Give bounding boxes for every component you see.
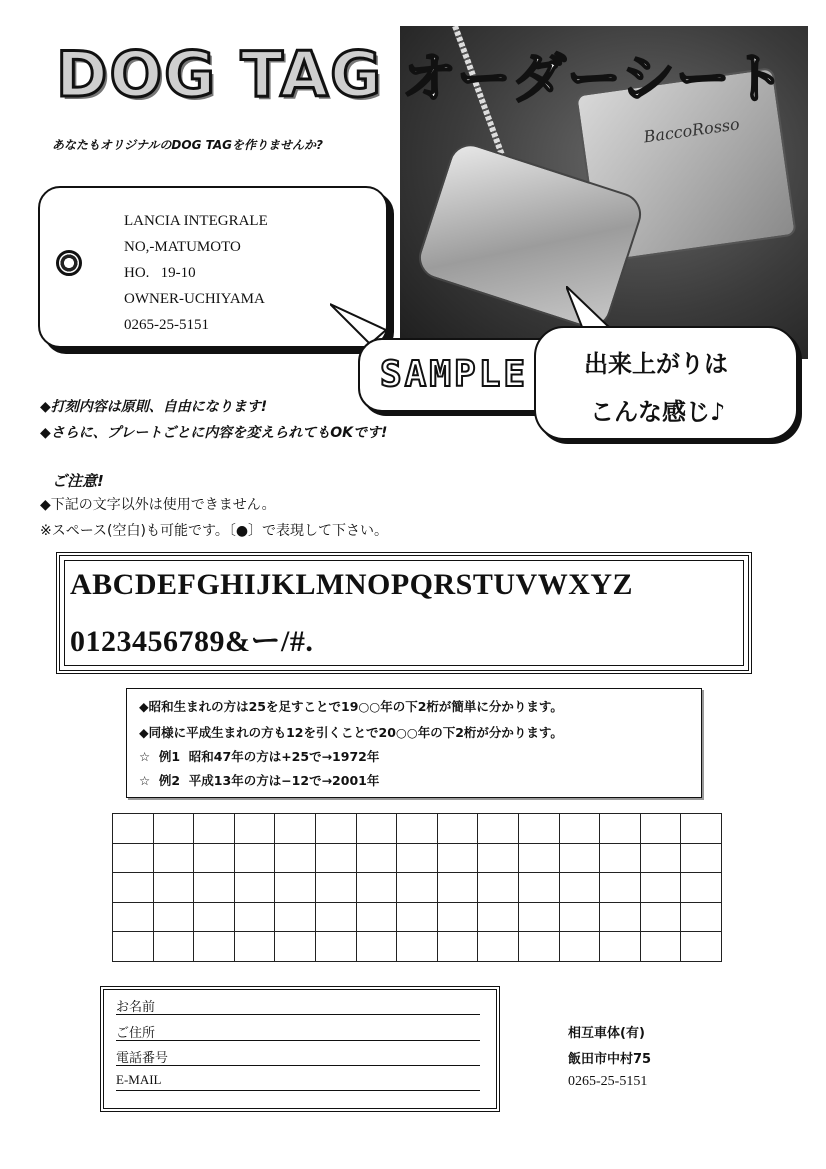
grid-cell[interactable]: [194, 932, 235, 962]
note-per-plate: ◆さらに、プレートごとに内容を変えられてもOKです!: [40, 425, 388, 441]
grid-cell[interactable]: [640, 873, 681, 903]
grid-cell[interactable]: [437, 902, 478, 932]
grid-cell[interactable]: [478, 843, 519, 873]
grid-row: [113, 843, 722, 873]
allowed-digits-symbols: 0123456789&ー/#.: [70, 625, 314, 658]
result-bubble: [534, 326, 798, 440]
grid-cell[interactable]: [437, 932, 478, 962]
company-tel: 0265-25-5151: [568, 1074, 648, 1089]
grid-cell[interactable]: [356, 814, 397, 844]
grid-cell[interactable]: [194, 902, 235, 932]
grid-cell[interactable]: [234, 873, 275, 903]
title-dog-tag: DOG TAG: [56, 38, 383, 111]
grid-cell[interactable]: [275, 843, 316, 873]
sample-tag-text: [124, 208, 268, 338]
info-line-1: ◆昭和生まれの方は25を足すことで19○○年の下2桁が簡単に分かります。: [139, 699, 563, 714]
grid-cell[interactable]: [356, 932, 397, 962]
grid-cell[interactable]: [600, 843, 641, 873]
grid-cell[interactable]: [518, 843, 559, 873]
grid-cell[interactable]: [397, 814, 438, 844]
grid-cell[interactable]: [234, 814, 275, 844]
grid-cell[interactable]: [315, 843, 356, 873]
grid-cell[interactable]: [194, 843, 235, 873]
grid-cell[interactable]: [681, 843, 722, 873]
note-free-content: ◆打刻内容は原則、自由になります!: [40, 399, 268, 415]
grid-cell[interactable]: [153, 814, 194, 844]
customer-form: [100, 986, 500, 1112]
grid-cell[interactable]: [640, 814, 681, 844]
grid-cell[interactable]: [153, 932, 194, 962]
grid-cell[interactable]: [234, 843, 275, 873]
result-line-2: こんな感じ♪: [590, 398, 726, 426]
grid-cell[interactable]: [194, 873, 235, 903]
grid-cell[interactable]: [234, 932, 275, 962]
tag-line: NO,-MATUMOTO: [124, 239, 241, 255]
caution-line-2: ※スペース(空白)も可能です。〔●〕で表現して下さい。: [40, 523, 389, 539]
info-line-2: ◆同様に平成生まれの方も12を引くことで20○○年の下2桁が分かります。: [139, 725, 563, 740]
grid-cell[interactable]: [559, 814, 600, 844]
tag-line: HO. 19-10: [124, 265, 196, 281]
grid-cell[interactable]: [518, 873, 559, 903]
caution-title: ご注意!: [52, 472, 104, 490]
grid-cell[interactable]: [153, 902, 194, 932]
grid-cell[interactable]: [681, 873, 722, 903]
tag-hole-icon: [56, 250, 82, 276]
info-line-3: ☆ 例1 昭和47年の方は+25で→1972年: [139, 749, 380, 764]
grid-cell[interactable]: [275, 814, 316, 844]
grid-cell[interactable]: [559, 843, 600, 873]
grid-cell[interactable]: [478, 873, 519, 903]
grid-cell[interactable]: [315, 932, 356, 962]
email-field[interactable]: [116, 1072, 480, 1091]
grid-cell[interactable]: [518, 932, 559, 962]
phone-field[interactable]: [116, 1047, 480, 1066]
grid-cell[interactable]: [600, 814, 641, 844]
grid-cell[interactable]: [315, 873, 356, 903]
grid-cell[interactable]: [315, 902, 356, 932]
grid-row: [113, 902, 722, 932]
grid-cell[interactable]: [194, 814, 235, 844]
grid-cell[interactable]: [478, 932, 519, 962]
tag-line: OWNER-UCHIYAMA: [124, 291, 265, 307]
info-line-4: ☆ 例2 平成13年の方は−12で→2001年: [139, 773, 380, 788]
grid-cell[interactable]: [113, 843, 154, 873]
grid-row: [113, 814, 722, 844]
company-address: 飯田市中村75: [568, 1052, 652, 1067]
grid-cell[interactable]: [681, 932, 722, 962]
grid-cell[interactable]: [437, 843, 478, 873]
character-entry-grid: [112, 813, 722, 962]
grid-cell[interactable]: [275, 873, 316, 903]
name-label: お名前: [116, 999, 156, 1014]
tag-line: LANCIA INTEGRALE: [124, 213, 268, 229]
allowed-letters: ABCDEFGHIJKLMNOPQRSTUVWXYZ: [70, 568, 634, 601]
subtitle: あなたもオリジナルのDOG TAGを作りませんか?: [52, 138, 323, 152]
grid-cell[interactable]: [559, 902, 600, 932]
grid-cell[interactable]: [356, 902, 397, 932]
allowed-characters-box: [56, 552, 752, 674]
grid-cell[interactable]: [113, 932, 154, 962]
grid-cell[interactable]: [153, 873, 194, 903]
grid-cell[interactable]: [478, 814, 519, 844]
grid-cell[interactable]: [397, 873, 438, 903]
grid-cell[interactable]: [437, 873, 478, 903]
grid-cell[interactable]: [153, 843, 194, 873]
grid-cell[interactable]: [113, 902, 154, 932]
address-field[interactable]: [116, 1022, 480, 1041]
grid-cell[interactable]: [356, 843, 397, 873]
grid-cell[interactable]: [397, 932, 438, 962]
name-field[interactable]: [116, 996, 480, 1015]
grid-cell[interactable]: [518, 902, 559, 932]
grid-cell[interactable]: [437, 814, 478, 844]
year-info-box: [126, 688, 702, 798]
lighter-engraving: BaccoRosso: [642, 114, 741, 147]
grid-row: [113, 873, 722, 903]
grid-row: [113, 932, 722, 962]
phone-label: 電話番号: [116, 1050, 169, 1065]
email-label: E-MAIL: [116, 1072, 162, 1087]
tag-line: 0265-25-5151: [124, 317, 209, 333]
grid-cell[interactable]: [113, 873, 154, 903]
grid-cell[interactable]: [397, 902, 438, 932]
address-label: ご住所: [116, 1025, 156, 1040]
grid-cell[interactable]: [600, 873, 641, 903]
grid-cell[interactable]: [113, 814, 154, 844]
grid-cell[interactable]: [640, 902, 681, 932]
grid-cell[interactable]: [478, 902, 519, 932]
grid-cell[interactable]: [518, 814, 559, 844]
grid-cell[interactable]: [275, 932, 316, 962]
grid-cell[interactable]: [600, 932, 641, 962]
title-order-sheet: オーダーシート: [402, 47, 786, 110]
grid-cell[interactable]: [681, 902, 722, 932]
caution-line-1: ◆下記の文字以外は使用できません。: [40, 497, 276, 513]
grid-cell[interactable]: [640, 932, 681, 962]
grid-cell[interactable]: [600, 902, 641, 932]
grid-cell[interactable]: [559, 873, 600, 903]
grid-cell[interactable]: [397, 843, 438, 873]
grid-cell[interactable]: [234, 902, 275, 932]
company-name: 相互車体(有): [568, 1026, 645, 1041]
grid-cell[interactable]: [559, 932, 600, 962]
grid-cell[interactable]: [275, 902, 316, 932]
sample-label: SAMPLE: [380, 354, 529, 395]
grid-cell[interactable]: [356, 873, 397, 903]
result-line-1: 出来上がりは: [584, 350, 728, 378]
grid-cell[interactable]: [640, 843, 681, 873]
grid-cell[interactable]: [681, 814, 722, 844]
grid-cell[interactable]: [315, 814, 356, 844]
